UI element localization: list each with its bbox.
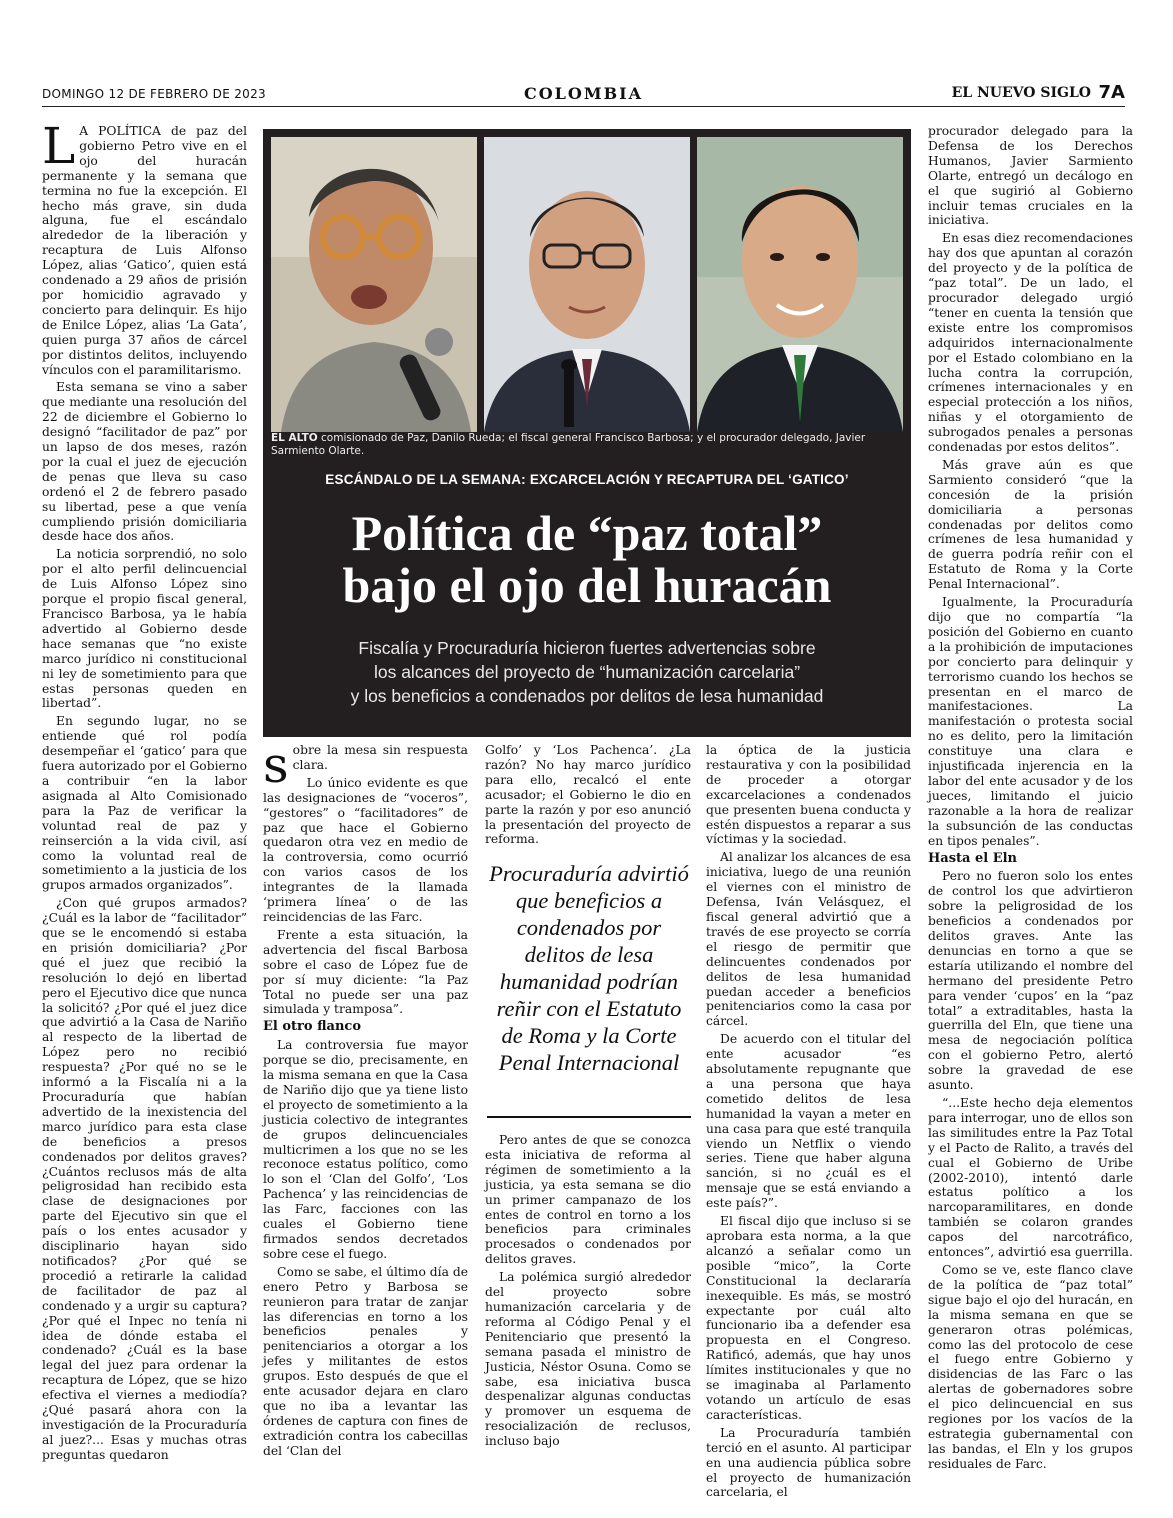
subheading-otro-flanco: El otro flanco <box>263 1019 362 1035</box>
photo-javier-sarmiento <box>697 137 903 432</box>
paragraph: El fiscal dijo que incluso si se aprobara esta norma, a la que alcanzó a señalar como un posible “mico”, la Corte Constitucional la declararía inexequible. Es más, se mostró expectante por cuál alto funcionario iba a defender esa propuesta en el Congreso. Ratificó, además, que hay unos límites institucionales y que no se imaginaba al Parlamento votando un artículo de esas características. <box>706 1214 911 1422</box>
paragraph: Más grave aún es que Sarmiento consideró “que la concesión de la prisión domiciliaria a personas condenadas por delitos como crímenes de lesa humanidad y de guerra podría reñir con el Estatuto de Roma y la Corte Penal Internacional”. <box>928 457 1133 592</box>
article-column-5 <box>928 124 1133 1471</box>
article-column-1 <box>42 117 247 1464</box>
paragraph: procurador delegado para la Defensa de los Derechos Humanos, Javier Sarmiento Olarte, entregó un decálogo en el que sugirió al Gobierno incluir temas cruciales en la iniciativa. <box>928 124 1133 228</box>
caption-text: comisionado de Paz, Danilo Rueda; el fiscal general Francisco Barbosa; y el procurador delegado, Javier Sarmiento Olarte. <box>271 432 866 457</box>
paragraph: Como se ve, este flanco clave de la política de “paz total” sigue bajo el ojo del huracán, en la misma semana en que se generaron otras polémicas, como las del protocolo de cese el fuego entre Gobierno y disidencias de las Farc o las alertas de gobernadores sobre el pico delincuencial en sus regiones por los vacíos de la estrategia gubernamental con las bandas, el Eln y los grupos residuales de Farc. <box>928 1262 1133 1471</box>
paragraph: La controversia fue mayor porque se dio, precisamente, en la misma semana en que la Casa de Nariño dijo que ya tiene listo el proyecto de sometimiento a la justicia colectivo de integrantes de grupos delincuenciales multicrimen a los que no se les reconoce estatus político, como lo son el ‘Clan del Golfo’, ‘Los Pachenca’ y las reincidencias de las Farc, facciones con las cuales el Gobierno tiene firmados sendos decretados sobre cese el fuego. <box>263 1038 468 1261</box>
paragraph: Pero antes de que se conozca esta iniciativa de reforma al régimen de sometimiento a la justicia, ya esta semana se dio un primer campanazo de los entes de control en torno a los beneficios para criminales procesados o condenados por delitos graves. <box>485 1133 691 1267</box>
deck-line-1: Fiscalía y Procuraduría hicieron fuertes advertencias sobre <box>358 638 816 658</box>
article-column-4 <box>706 743 911 1500</box>
pull-quote: Procuraduría advirtió que beneficios a condenados por delitos de lesa humanidad podrían reñir con el Estatuto de Roma y la Corte Penal Internacional <box>489 861 689 1075</box>
headline-line-2: bajo el ojo del huracán <box>342 557 832 613</box>
paragraph: ¿Con qué grupos armados? ¿Cuál es la labor de “facilitador” que se le encomendó si estaba en prisión domiciliaria? ¿Por qué el juez que recibió la resolución lo dejó en libertad pero el Ejecutivo dice que nunca la solicitó? ¿Por qué el juez dice que advirtió a la Casa de Nariño al respecto de la libertad de López pero no recibió respuesta? ¿Por qué no se le informó a la Fiscalía ni a la Procuraduría que habían advertido de la inexistencia del marco jurídico para esta clase de beneficios a presos condenados por delitos graves? ¿Cuántos reclusos más de alta peligrosidad han recibido esta clase de designaciones por parte del Ejecutivo sin que el país o los entes acusador y disciplinario hayan sido notificados? ¿Por qué se procedió a retirarle la calidad de facilitador de paz al condenado y a urgir su captura? ¿Por qué el Inpec no tenía ni idea de dónde estaba el condenado? ¿Cuál es la base legal del juez para ordenar la recaptura de López, que se hizo efectiva el viernes a mediodía? ¿Qué pasará ahora con la investigación de la Procuraduría al juez?... Esas y muchas otras preguntas quedaron <box>42 896 247 1462</box>
photo-danilo-rueda <box>271 137 477 432</box>
paragraph: La Procuraduría también terció en el asunto. Al participar en una audiencia pública sobre el proyecto de humanización carcelaria, el <box>706 1425 911 1500</box>
article-column-2 <box>263 736 468 1463</box>
portrait-image <box>271 137 477 432</box>
paragraph: En esas diez recomendaciones hay dos que apuntan al corazón del proyecto y de la política de “paz total”. De un lado, el procurador delegado urgió “tener en cuenta la tensión que existe entre los compromisos adquiridos internacionalmente por el Estado colombiano en la lucha contra la corrupción, crímenes internacionales y en especial protección a los niños, niñas y el otorgamiento de subrogados penales a personas condenadas por estos delitos”. <box>928 231 1133 455</box>
paragraph: la óptica de la justicia restaurativa y con la posibilidad de proceder a otorgar excarcelaciones a condenados que presenten buena conducta y estén dispuestos a reparar a sus víctimas y la sociedad. <box>706 743 911 847</box>
paragraph: Al analizar los alcances de esa iniciativa, luego de una reunión el viernes con el ministro de Defensa, Iván Velásquez, el fiscal general advirtió que a través de ese proyecto se corría el riesgo de permitir que delincuentes condenados por delitos de lesa humanidad puedan acceder a beneficios penitenciarios como la casa por cárcel. <box>706 850 911 1029</box>
kicker: ESCÁNDALO DE LA SEMANA: EXCARCELACIÓN Y RECAPTURA DEL ‘GATICO’ <box>325 472 849 487</box>
section-name: COLOMBIA <box>524 84 643 103</box>
publication-name: EL NUEVO SIGLO <box>951 85 1091 101</box>
paragraph: Lo único evidente es que las designaciones de “voceros”, “gestores” o “facilitadores” de paz que hace el Gobierno quedaron otra vez en medio de la controversia, como ocurrió con varios casos de los integrantes de la llamada ‘primera línea’ o de las reincidencias de las Farc. <box>263 775 468 924</box>
deck <box>283 636 891 708</box>
page-number: 7A <box>1098 82 1125 103</box>
paragraph: LA POLÍTICA de paz del gobierno Petro vive en el ojo del huracán permanente y la semana que termina no fue la excepción. El hecho más grave, sin duda alguna, fue el escándalo alrededor de la liberación y recaptura de Luis Alfonso López, alias ‘Gatico’, quien está condenado a 29 años de prisión por homicidio agravado y concierto para delinquir. Es hijo de Enilce López, alias ‘La Gata’, quien purga 37 años de cárcel por distintos delitos, incluyendo vínculos con el paramilitarismo. <box>42 117 247 377</box>
paragraph: “...Este hecho deja elementos para interrogar, uno de ellos son las similitudes entre la Paz Total y el Pacto de Ralito, a través del cual el Gobierno de Uribe (2002-2010), intentó darle estatus político a los narcoparamilitares, en donde también se colaron grandes capos del narcotráfico, entonces”, advirtió esa guerrilla. <box>928 1096 1133 1260</box>
paragraph: Esta semana se vino a saber que mediante una resolución del 22 de diciembre el Gobierno lo designó “facilitador de paz” por un lapso de dos meses, razón por la cual el juez de ejecución de penas que lleva su caso ordenó el 2 de febrero pasado su libertad, pese a que venía cumpliendo prisión domiciliaria desde hace dos años. <box>42 380 247 544</box>
portrait-image <box>697 137 903 432</box>
paragraph: La noticia sorprendió, no solo por el alto perfil delincuencial de Luis Alfonso López sino porque el propio fiscal general, Francisco Barbosa, ya le había advertido al Gobierno desde hace semanas que “no existe marco jurídico ni constitucional ni ley de sometimiento para que estas personas queden en libertad”. <box>42 547 247 711</box>
deck-line-2: los alcances del proyecto de “humanización carcelaria” <box>373 662 801 682</box>
paragraph: En segundo lugar, no se entiende qué rol podía desempeñar el ‘gatico’ para que fuera autorizado por el Gobierno a contribuir “en la labor asignada al Alto Comisionado para la Paz de verificar la voluntad real de paz y reinserción a la vida civil, así como la voluntad real de sometimiento a la justicia de los grupos armados organizados”. <box>42 714 247 893</box>
photo-caption <box>271 432 903 458</box>
deck-line-3: y los beneficios a condenados por delitos de lesa humanidad <box>350 686 824 706</box>
paragraph: sobre la mesa sin respuesta clara. <box>263 736 468 794</box>
pull-quote-rule <box>487 1116 691 1118</box>
article-column-3-top <box>485 743 691 847</box>
paragraph: Frente a esta situación, la advertencia del fiscal Barbosa sobre el caso de López fue de por sí muy diciente: “la Paz Total no puede ser una paz simulada y tramposa”. <box>263 927 468 1017</box>
paragraph: Igualmente, la Procuraduría dijo que no compartía “la posición del Gobierno en cuanto a la prohibición de imputaciones por concierto para delinquir y terrorismo cuando los hechos se presentan en el marco de manifestaciones. La manifestación o protesta social no es delito, pero la limitación constituye una clara e injustificada injerencia en la labor del ente acusador y de los jueces, limitando el juicio razonable a la hora de realizar la subsunción de las conductas en tipos penales”. <box>928 595 1133 848</box>
photo-francisco-barbosa <box>484 137 690 432</box>
article-column-3-bottom <box>485 1133 691 1463</box>
paragraph: Pero no fueron solo los entes de control los que advirtieron sobre la peligrosidad de los beneficios a condenados por delitos graves. Ante las denuncias en torno a que se estaría utilizando el nombre del hermano del presidente Petro para vender ‘cupos’ en la “paz total” a extraditables, hasta la guerrilla del Eln, que tiene una mesa de negociación política con el gobierno Petro, alertó sobre la gravedad de ese asunto. <box>928 869 1133 1093</box>
paragraph: La polémica surgió alrededor del proyecto sobre humanización carcelaria y de reforma al Código Penal y el Penitenciario que presentó la semana pasada el ministro de Justicia, Néstor Osuna. Como se sabe, esa iniciativa busca despenalizar algunas conductas y promover un esquema de resocialización de reclusos, incluso bajo <box>485 1270 691 1449</box>
headline <box>263 507 911 611</box>
headline-line-1: Política de “paz total” <box>351 505 823 561</box>
portrait-image <box>484 137 690 432</box>
page-header <box>42 84 1125 107</box>
issue-date: DOMINGO 12 DE FEBRERO DE 2023 <box>42 87 266 101</box>
caption-lead: EL ALTO <box>271 432 318 444</box>
feature-box <box>263 129 911 737</box>
paragraph: Como se sabe, el último día de enero Petro y Barbosa se reunieron para tratar de zanjar las diferencias en torno a los beneficios penales y penitenciarios a otorgar a los jefes y militantes de estos grupos. Esto después de que el ente acusador dejara en claro que no iba a levantar las órdenes de captura con fines de extradición contra los cabecillas del ‘Clan del <box>263 1264 468 1458</box>
paragraph: Golfo’ y ‘Los Pachenca’. ¿La razón? No hay marco jurídico para ello, recalcó el ente acusador; el Gobierno le dio en parte la razón y por eso anunció la presentación del proyecto de reforma. <box>485 743 691 847</box>
subheading-hasta-el-eln: Hasta el Eln <box>928 850 1018 866</box>
paragraph: De acuerdo con el titular del ente acusador “es absolutamente repugnante que a una persona que haya cometido delitos de lesa humanidad la vayan a meter en una casa para que esté tranquila viendo un Netflix o viendo series. Tiene que haber alguna sanción, si no ¿cuál es el mensaje que se está enviando a este país?”. <box>706 1032 911 1211</box>
